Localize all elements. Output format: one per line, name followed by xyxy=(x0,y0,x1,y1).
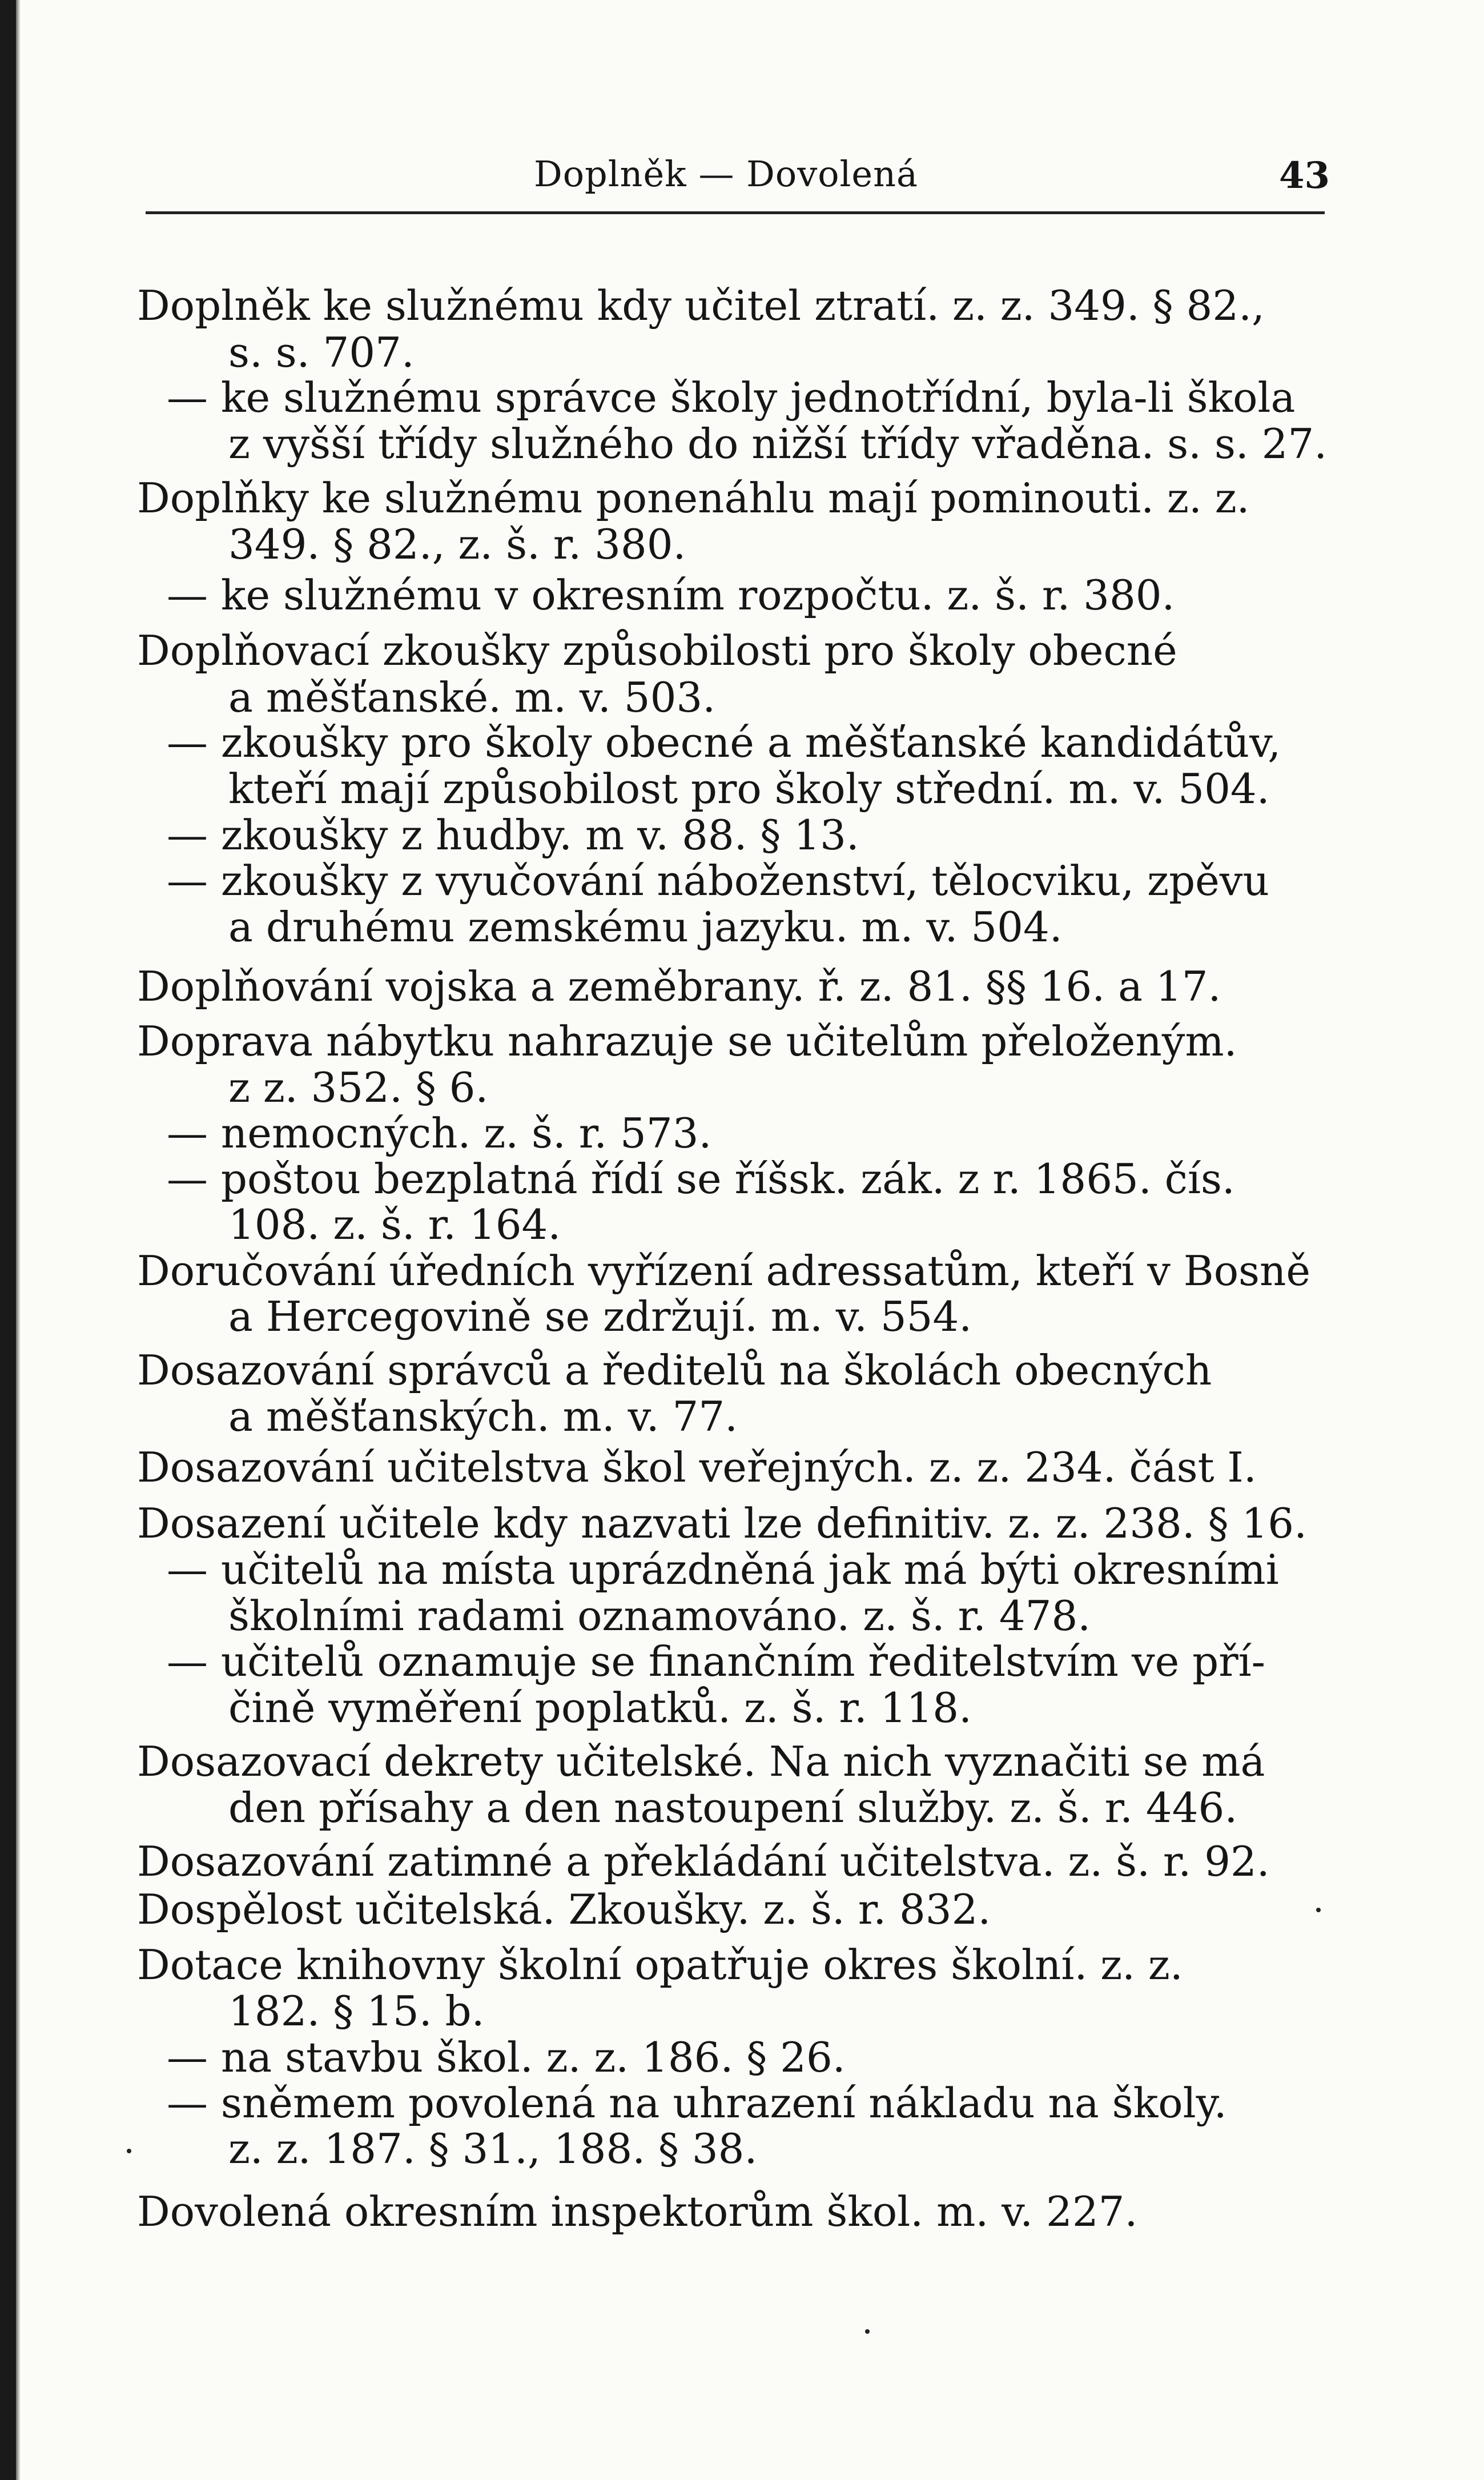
entry-line: — na stavbu škol. z. z. 186. § 26. xyxy=(167,2033,846,2081)
entry-line: s. s. 707. xyxy=(228,328,415,376)
entry-line: — zkoušky z hudby. m v. 88. § 13. xyxy=(167,811,859,859)
entry-line: — ke služnému správce školy jednotřídní, byla-li škola xyxy=(167,374,1296,422)
entry-line: z z. 352. § 6. xyxy=(228,1064,489,1111)
entry-line: Dosazování zatimné a překládání učitelstva. z. š. r. 92. xyxy=(137,1837,1270,1885)
entry-line: a Hercegovině se zdržují. m. v. 554. xyxy=(228,1293,972,1341)
entry-line: — ke služnému v okresním rozpočtu. z. š. r. 380. xyxy=(167,571,1175,619)
entry-line: a měšťanských. m. v. 77. xyxy=(228,1393,738,1440)
entry-line: Doplňovací zkoušky způsobilosti pro školy obecné xyxy=(137,627,1177,675)
entry-line: — učitelů na místa uprázdněná jak má býti okresními xyxy=(167,1546,1279,1594)
scan-speck xyxy=(1316,1908,1321,1912)
entry-line: 349. § 82., z. š. r. 380. xyxy=(228,520,686,568)
entry-line: čině vyměření poplatků. z. š. r. 118. xyxy=(228,1684,972,1732)
entry-line: 108. z. š. r. 164. xyxy=(228,1201,561,1249)
entry-line: Doplňování vojska a zeměbrany. ř. z. 81. §§ 16. a 17. xyxy=(137,962,1221,1010)
entry-line: den přísahy a den nastoupení služby. z. š. r. 446. xyxy=(228,1784,1238,1832)
entry-line: Doplňky ke služnému ponenáhlu mají pominouti. z. z. xyxy=(137,474,1250,522)
entry-line: Dovolená okresním inspektorům škol. m. v. 227. xyxy=(137,2188,1138,2236)
entry-line: Doplněk ke služnému kdy učitel ztratí. z. z. 349. § 82., xyxy=(137,282,1265,330)
entry-line: Dotace knihovny školní opatřuje okres školní. z. z. xyxy=(137,1941,1183,1989)
entry-line: — poštou bezplatná řídí se říšsk. zák. z r. 1865. čís. xyxy=(167,1155,1235,1203)
entry-line: — sněmem povolená na uhrazení nákladu na školy. xyxy=(167,2079,1227,2127)
scan-speck xyxy=(865,2329,870,2334)
entry-line: z vyšší třídy služného do nižší třídy vřaděna. s. s. 27. xyxy=(228,420,1328,468)
entry-line: školními radami oznamováno. z. š. r. 478. xyxy=(228,1592,1091,1640)
entry-line: kteří mají způsobilost pro školy střední. m. v. 504. xyxy=(228,765,1270,813)
running-head: Doplněk — Dovolená xyxy=(534,153,918,195)
entry-line: 182. § 15. b. xyxy=(228,1987,485,2035)
entry-line: Doručování úředních vyřízení adressatům, kteří v Bosně xyxy=(137,1247,1310,1295)
entry-line: Dospělost učitelská. Zkoušky. z. š. r. 832. xyxy=(137,1885,991,1933)
entry-line: z. z. 187. § 31., 188. § 38. xyxy=(228,2125,758,2173)
entry-line: Dosazování správců a ředitelů na školách obecných xyxy=(137,1346,1212,1394)
entry-line: a druhému zemskému jazyku. m. v. 504. xyxy=(228,903,1063,951)
scan-speck xyxy=(127,2149,131,2153)
entry-line: — zkoušky pro školy obecné a měšťanské kandidátův, xyxy=(167,719,1281,767)
entry-line: a měšťanské. m. v. 503. xyxy=(228,673,716,721)
page-number: 43 xyxy=(1279,154,1330,197)
entry-line: Dosazení učitele kdy nazvati lze definitiv. z. z. 238. § 16. xyxy=(137,1499,1307,1547)
entry-line: — nemocných. z. š. r. 573. xyxy=(167,1109,712,1157)
entry-line: Dosazování učitelstva škol veřejných. z. z. 234. část I. xyxy=(137,1443,1257,1491)
entry-line: — zkoušky z vyučování náboženství, tělocviku, zpěvu xyxy=(167,857,1269,905)
entry-line: Dosazovací dekrety učitelské. Na nich vyznačiti se má xyxy=(137,1737,1265,1785)
entry-line: — učitelů oznamuje se finančním ředitelstvím ve pří- xyxy=(167,1638,1265,1686)
entry-line: Doprava nábytku nahrazuje se učitelům přeloženým. xyxy=(137,1017,1237,1065)
